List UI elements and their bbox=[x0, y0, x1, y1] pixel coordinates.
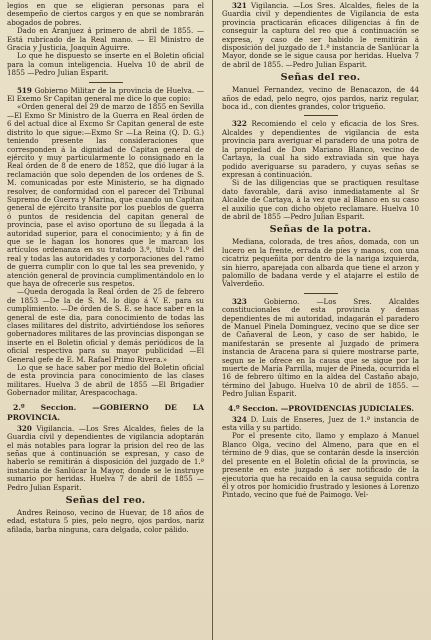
article-519-body-1: «Orden general del 29 de marzo de 1855 en Sevilla —El Exmo Sr Ministro de la Guerra en Real órden de 6 del actual dice al Excmo Sr Capitan general de este distrito lo que sigue:—Exmo Sr —La Reina (Q. D. G.) teniendo presente las consideraciones que corresponden á la dignidad de Capitan general de ejército y muy particularmente lo consignado en la Real órden de 8 de enero de 1852, que dió lugar á la reclamación que solo dependen de los ordenes de S. M. comunicadas por este Ministerio, se ha dignado resolver, de conformidad con el parecer del Tribunal Supremo de Guerra y Marina, que cuando un Capitan general de ejército transite por los pueblos de guerra ó puntos de residencia del capitan general de provincia, pase el aviso oportuno de su llegada á la autoridad superior, para el conocimiento; y á fin de que se le hagan los honores que le marcan los artículos ordenanza en su tratado 3.º, título 1.º del real y todas las autoridades y corporaciones del ramo de guerra cumplir con lo que tal les sea prevenido, y atención general de provincia cumplimentándolo en lo que haya de ofrecerle sus respetos. bbox=[7, 102, 204, 288]
left-column bbox=[3, 0, 208, 640]
section-2-heading: 2.º Seccion. —GOBIERNO DE LA PROVINCIA. bbox=[7, 402, 204, 422]
article-324-body-2: Por el presente cito, llamo y emplazo á Manuel Blanco Olga, vecino del Almeno, para que en el término de 9 dias, que se contarán desde la inserción del presente en el Boletín oficial de la provincia, se presente en este juzgado á ser notificado de la ejecutoria que ha recaido en la causa seguida contra él y otros por homicidio frustrado y lesiones á Lorenzo Pintado, vecino que fué de Paimogo. Vel- bbox=[222, 431, 419, 500]
article-321-number: 321 bbox=[232, 1, 247, 10]
divider bbox=[304, 115, 338, 116]
senas-reo-heading-left: Señas del reo. bbox=[65, 494, 146, 506]
column-rule bbox=[212, 0, 213, 640]
divider bbox=[304, 293, 338, 294]
article-323-body: Gobierno. —Los Sres. Alcaldes constitucionales de esta provincia y demas dependientes de mi autoridad, indagarán el paradero de Manuel Pinela Dominguez, vecino que se dice ser de Cañaveral de Leon, y caso de ser habido, le manifestarán se presente al Juzgado de primera instancia de Aracena para si quiere mostrarse parte, segun se le ofrece en la causa que se sigue por la muerte de María Parrilla, mujer de Pineda, ocurrida el 16 de febrero último en la aldea del Castaño abajo, término del Jabugo. Huelva 10 de abril de 1855. —Pedro Julian Esparit. bbox=[222, 296, 420, 399]
article-321 bbox=[222, 2, 419, 69]
article-320 bbox=[7, 425, 204, 492]
article-324 bbox=[222, 416, 419, 433]
senas-potra-heading: Señas de la potra. bbox=[269, 224, 372, 236]
right-column bbox=[218, 0, 423, 640]
article-322-number: 322 bbox=[232, 119, 247, 129]
article-323-number: 323 bbox=[232, 296, 247, 306]
article-322 bbox=[222, 120, 419, 179]
article-519 bbox=[7, 87, 204, 104]
senas-reo-heading-right: Señas del reo. bbox=[280, 72, 361, 84]
senas-reo-body-left: Andres Reinoso, vecino de Huevar, de 18 años de edad, estatura 5 pies, pelo negro, ojos pardos, nariz afilada, barba ninguna, cara delgada, color pálido. bbox=[7, 507, 204, 534]
article-519-intro: Gobierno Militar de la provincia de Huelva. —El Exemo Sr Capitan general me dice lo que copio: bbox=[7, 85, 204, 104]
article-519-number: 519 bbox=[17, 85, 32, 95]
article-323 bbox=[222, 298, 419, 399]
top-publish-note: Lo que he dispuesto se inserte en el Boletin oficial para la comun inteligencia. Huelva 10 de abril de 1855 —Pedro Julian Esparit. bbox=[7, 51, 204, 78]
divider bbox=[89, 82, 123, 83]
senas-potra-body: Mediana, colorada, de tres años, domada, con un lucero en la frente, errada de pies y manos, con una cicatriz pequeñita por dentro de la nariga izquierda, sin hierro, aparejada con albarda que tiene el arzon y palomillo de badana verde y el atajarre el estilo de Valverdeño. bbox=[222, 237, 419, 289]
article-519-body-3: Lo que se hace saber por medio del Boletin oficial de esta provincia para conocimiento de las clases militares. Huelva 3 de abril de 1855 —El Brigadier Gobernador militar, Arespacochaga. bbox=[7, 363, 204, 398]
article-321-body: Vigilancia. —Los Sres. Alcaldes, fieles de la Guardia civil y dependientes de Vigilancia de esta provincia practicarán eficaces diligencias á fin de conseguir la captura del reo que á continuación se expresa, y caso de ser habido le remitirán á disposición del juzgado de 1.ª instancia de Sanlúcar la Mayor, donde se le sigue causa por heridas. Huelva 7 de abril de 1855. —Pedro Julian Esparit. bbox=[222, 1, 419, 69]
top-paragraph: legios en que se eligieran personas para el desempeño de ciertos cargos y en que se nombrarán abogados de pobres. bbox=[7, 1, 204, 27]
article-519-body-2: —Queda derogada la Real órden de 25 de febrero de 1853 —De la de S. M. lo digo á V. E. para su cumplimiento. —De órden de S. E. se hace saber en la general de este dia, para conocimiento de todas las clases militares del distrito, advirtiéndose los señores gobernadores militares de las provincias dispongan se inserte en el Boletin oficial y demás periódicos de la oficial respectiva para su mayor publicidad —El General gefe de E. M. Rafael Primo Rivera.» bbox=[7, 287, 204, 364]
top-date: Dado en Aranjuez á primero de abril de 1855. —Está rubricado de la Real mano. — El Ministro de Gracia y Justicia, Joaquin Aguirre. bbox=[7, 26, 204, 53]
article-320-number: 320 bbox=[17, 423, 32, 433]
article-324-number: 324 bbox=[232, 414, 247, 424]
article-322-body-2: Si de las diligencias que se practiquen resultase dato favorable, dará aviso inmediatamente al Sr Alcalde de Cartaya, á la vez que al Blanco en su caso el auxilio que con dicho objeto reclamare. Huelva 10 de abril de 1855 —Pedro Julian Esparit. bbox=[222, 178, 419, 221]
senas-reo-body-right: Manuel Fernandez, vecino de Benacazon, de 44 años de edad, pelo negro, ojos pardos, nariz regular, boca id., con dientes grandes, color trigueño. bbox=[222, 85, 419, 112]
article-324-body: D. Luis de Enseres, Juez de 1.ª instancia de esta villa y su partido. bbox=[222, 414, 419, 433]
article-320-body: Vigilancia. —Los Sres Alcaldes, fieles de la Guardia civil y dependientes de vigilancia adoptarán el más notables para lograr la prision del reo de las señas que á continuación se expresan, y caso de haberlo se remitirán á disposición del juzgado de 1.ª instancia de Sanlúcar la Mayor, donde se le instruye sumario por heridas. Huelva 7 de abril de 1855 —Pedro Julian Esparit. bbox=[7, 423, 204, 492]
section-4-heading: 4.º Seccion. —PROVIDENCIAS JUDICIALES. bbox=[228, 403, 414, 413]
article-322-body: Recomiendo el celo y eficacia de los Sres. Alcaldes y dependientes de vigilancia de esta provincia para averiguar el paradero de una potra de la propiedad de Don Mariano Blanco, vecino de Cartaya, la cual ha sido extraviada sin que haya podido averiguarse su paradero, y cuyas señas se expresan á continuación. bbox=[222, 119, 419, 179]
